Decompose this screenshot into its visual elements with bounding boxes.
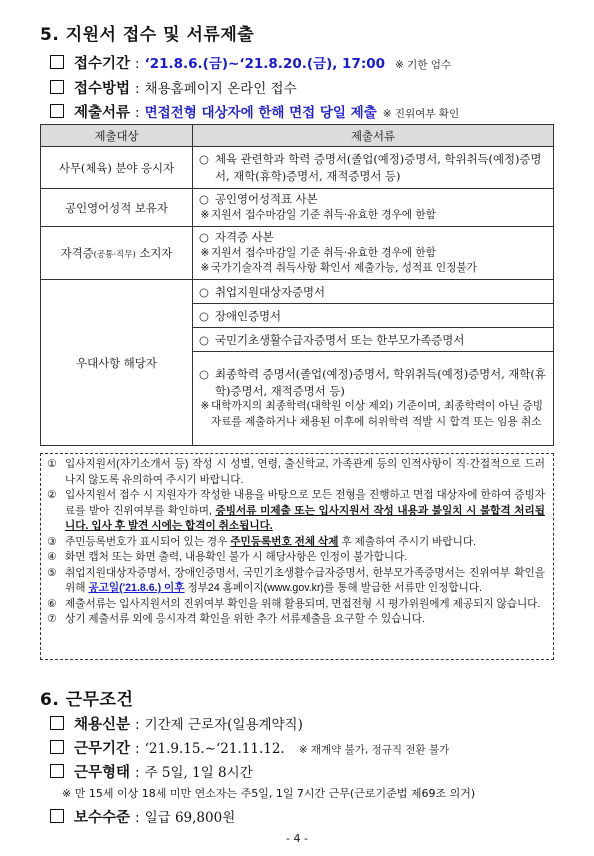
- note-number: ③: [47, 535, 57, 548]
- submission-docs-value: 면접전형 대상자에 한해 면접 당일 제출: [144, 105, 377, 121]
- table-header-docs: 제출서류: [193, 125, 554, 147]
- checkbox-square-icon: [50, 740, 64, 754]
- employment-type-line: 채용신분 : 기간제 근로자(일용계약직): [50, 713, 303, 734]
- note-text: 입사지원서(자기소개서 등) 작성 시 성별, 연령, 출신학교, 가족관계 등의 인적사항이 직·간접적으로 드러나지 않도록 유의하여 주시기 바랍니다.: [65, 458, 545, 486]
- work-form-label: 근무형태: [74, 765, 131, 781]
- circle-bullet-icon: ○: [199, 192, 209, 207]
- row-star-note: 대학까지의 최종학력(대학원 이상 제외) 기준이며, 최종학력이 아닌 증빙자료를 제출하거나 채용된 이후에 허위학력 적발 시 합격 또는 임용 취소: [211, 400, 543, 429]
- row-item: 자격증 사본: [215, 230, 274, 244]
- application-method-value: 채용홈페이지 온라인 접수: [144, 81, 297, 97]
- checkbox-square-icon: [50, 104, 64, 118]
- circle-bullet-icon: ○: [199, 332, 209, 347]
- submission-docs-label: 제출서류: [74, 105, 131, 121]
- pay-level-line: 보수수준 : 일급 69,800원: [50, 806, 235, 827]
- note-number: ⑦: [47, 613, 57, 625]
- application-method-line: 접수방법 : 채용홈페이지 온라인 접수: [50, 77, 297, 98]
- checkbox-square-icon: [50, 716, 64, 730]
- table-row: [41, 227, 554, 280]
- pay-level-label: 보수수준: [74, 810, 131, 826]
- note-item: [47, 535, 545, 551]
- circle-bullet-icon: ○: [199, 367, 209, 382]
- checkbox-square-icon: [50, 764, 64, 778]
- row-target: 사무(체육) 분야 응시자: [41, 147, 193, 189]
- note-text: 취업지원대상자증명서, 장애인증명서, 국민기초생활수급자증명서, 한부모가족증명서는 진위여부 확인을 위해 공고일('21.8.6.) 이후 정부24 홈페이지(www.gov.kr)를 통해 발급한 서류만 인정합니다.: [65, 566, 545, 594]
- note-mark-icon: ※: [200, 246, 210, 259]
- note-emphasis: 증빙서류 미제출 또는 입사지원서 작성 내용과 불일치 시 불합격 처리됩니다. 입사 후 발견 시에는 합격이 취소됩니다.: [65, 504, 545, 532]
- section-6-title: 6. 근무조건: [40, 690, 134, 710]
- note-mark-icon: ※: [200, 262, 210, 275]
- row-target: [41, 227, 193, 280]
- checkbox-square-icon: [50, 809, 64, 823]
- documents-table: [40, 124, 554, 446]
- application-period-note: ※ 기한 엄수: [395, 59, 452, 71]
- work-period-label: 근무기간: [74, 741, 131, 757]
- row-target: 우대사항 해당자: [41, 280, 193, 446]
- note-text: 주민등록번호가 표시되어 있는 경우 주민등록번호 전체 삭제 후 제출하여 주시기 바랍니다.: [65, 535, 477, 548]
- submission-docs-note: ※ 진위여부 확인: [382, 108, 460, 120]
- application-period-value: ‘21.8.6.(금)∼‘21.8.20.(금), 17:00: [144, 56, 386, 72]
- row-item: 최종학력 증명서(졸업(예정)증명서, 학위취득(예정)증명서, 재학(휴학)증명서, 재적증명서 등): [215, 367, 546, 398]
- note-item: [47, 612, 545, 628]
- employment-type-label: 채용신분: [74, 717, 131, 733]
- note-mark-icon: ※: [200, 208, 210, 221]
- page-number: - 4 -: [286, 832, 308, 845]
- row-target-tail: 소지자: [135, 246, 173, 261]
- note-text: 입사지원서 접수 시 지원자가 작성한 내용을 바탕으로 모든 전형을 진행하고 면접 대상자에 한하여 증빙자료를 받아 진위여부를 확인하며, 증빙서류 미제출 또는 입사지원서 작성 내용과 불일치 시 불합격 처리됩니다. 입사 후 발견 시에는 합격이 취소됩니다.: [65, 489, 545, 532]
- pay-level-value: 일급 69,800원: [144, 810, 236, 826]
- row-target-sub: (공통·직무): [93, 250, 136, 261]
- note-item: [47, 457, 545, 488]
- table-row: [41, 147, 554, 189]
- table-row: [41, 280, 554, 304]
- application-period-label: 접수기간: [74, 56, 131, 72]
- row-star-note: 지원서 접수마감일 기준 취득·유효한 경우에 한함: [211, 246, 436, 259]
- section-5-title: 5. 지원서 접수 및 서류제출: [40, 25, 255, 45]
- circle-bullet-icon: ○: [199, 151, 209, 166]
- row-star-note: 지원서 접수마감일 기준 취득·유효한 경우에 한함: [211, 208, 436, 221]
- note-item: [47, 566, 545, 597]
- row-item: 장애인증명서: [215, 308, 282, 323]
- application-period-line: 접수기간 : ‘21.8.6.(금)∼‘21.8.20.(금), 17:00 ※ 기한 엄수: [50, 52, 451, 73]
- note-item: [47, 488, 545, 535]
- note-emphasis: 주민등록번호 전체 삭제: [230, 535, 339, 548]
- work-form-value: 주 5일, 1일 8시간: [144, 765, 253, 781]
- employment-type-value: 기간제 근로자(일용계약직): [144, 717, 303, 733]
- application-method-label: 접수방법: [74, 81, 131, 97]
- row-target: 공인영어성적 보유자: [41, 189, 193, 227]
- note-item: [47, 550, 545, 566]
- row-item: 취업지원대상자증명서: [215, 284, 326, 299]
- circle-bullet-icon: ○: [199, 284, 209, 299]
- work-form-note: ※ 만 15세 이상 18세 미만 연소자는 주5일, 1일 7시간 근무(근로기준법 제69조 의거): [62, 787, 476, 800]
- work-period-value: ‘21.9.15.∼‘21.11.12.: [144, 741, 285, 757]
- work-period-note: ※ 재계약 불가, 정규직 전환 불가: [298, 744, 450, 756]
- submission-docs-line: 제출서류 : 면접전형 대상자에 한해 면접 당일 제출 ※ 진위여부 확인: [50, 101, 459, 122]
- row-item: 국민기초생활수급자증명서 또는 한부모가족증명서: [215, 332, 465, 347]
- circle-bullet-icon: ○: [199, 230, 209, 244]
- work-period-line: 근무기간 : ‘21.9.15.∼‘21.11.12. ※ 재계약 불가, 정규직 전환 불가: [50, 737, 449, 758]
- row-item: 체육 관련학과 학력 증명서(졸업(예정)증명서, 학위취득(예정)증명서, 재학(휴학)증명서, 재적증명서 등): [215, 151, 542, 183]
- notes-box: [40, 453, 554, 660]
- row-star-note: 국가기술자격 취득사항 확인서 제출가능, 성적표 인정불가: [211, 262, 477, 275]
- row-item: 공인영어성적표 사본: [215, 192, 318, 207]
- row-target-main: 자격증: [60, 246, 94, 261]
- note-number: ⑤: [47, 566, 57, 579]
- note-number: ②: [47, 489, 57, 501]
- note-mark-icon: ※: [200, 400, 210, 413]
- checkbox-square-icon: [50, 55, 64, 69]
- note-item: [47, 597, 545, 613]
- note-number: ①: [47, 458, 57, 470]
- note-text: 상기 제출서류 외에 응시자격 확인을 위한 추가 서류제출을 요구할 수 있습니다.: [65, 613, 425, 625]
- note-number: ④: [47, 551, 57, 563]
- circle-bullet-icon: ○: [199, 308, 209, 323]
- checkbox-square-icon: [50, 80, 64, 94]
- note-text: 화면 캡처 또는 화면 출력, 내용확인 불가 시 해당사항은 인정이 불가합니다.: [65, 551, 408, 563]
- note-number: ⑥: [47, 597, 57, 610]
- work-form-line: 근무형태 : 주 5일, 1일 8시간: [50, 761, 253, 782]
- table-header-target: 제출대상: [41, 125, 193, 147]
- note-emphasis: 공고일('21.8.6.) 이후: [88, 582, 185, 594]
- table-row: [41, 189, 554, 227]
- note-text: 제출서류는 입사지원서의 진위여부 확인을 위해 활용되며, 면접전형 시 평가위원에게 제공되지 않습니다.: [65, 597, 541, 610]
